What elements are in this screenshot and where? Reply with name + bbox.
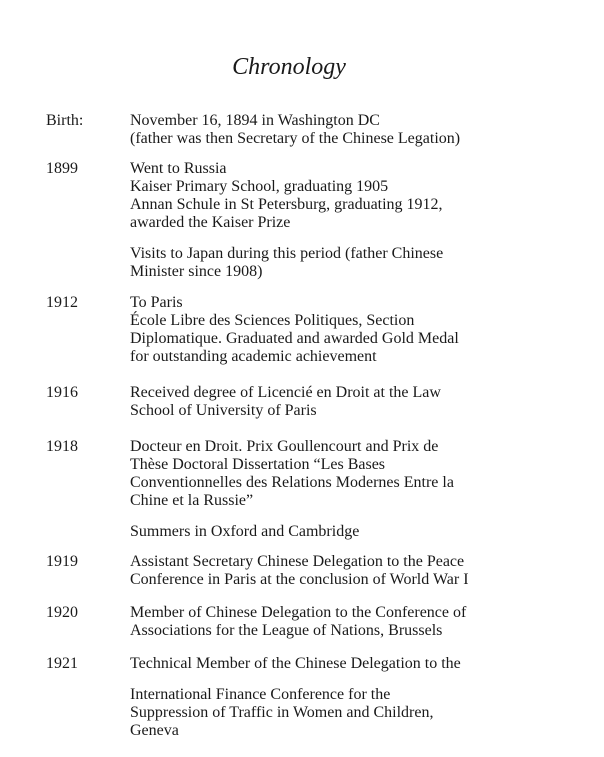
entry-text-line: Member of Chinese Delegation to the Conference of [130,604,467,621]
entry-paragraph [130,604,580,640]
entry-text-line: International Finance Conference for the [130,686,391,703]
entry-text-line: November 16, 1894 in Washington DC [130,112,380,129]
entry-text-line: Conventionnelles des Relations Modernes Entre la [130,474,454,491]
entry-text-line: Conference in Paris at the conclusion of World War I [130,571,469,588]
entry-date: 1919 [46,553,78,570]
entry-paragraph [130,160,580,232]
entry-text-line: Technical Member of the Chinese Delegation to the [130,655,461,672]
entry-text-line: Suppression of Traffic in Women and Children, [130,704,434,721]
entry-paragraph [130,112,580,148]
entry-text-line: Went to Russia [130,160,227,177]
entry-text-line: Thèse Doctoral Dissertation “Les Bases [130,456,386,473]
entry-text-line: Assistant Secretary Chinese Delegation to the Peace [130,553,465,570]
entry-paragraph [130,655,580,673]
entry-paragraph [130,553,580,589]
entry-text-line: Associations for the League of Nations, Brussels [130,622,443,639]
entry-text-line: To Paris [130,294,183,311]
entry-date: 1912 [46,294,78,311]
entry-text-line: Minister since 1908) [130,263,263,280]
entry-text-line: (father was then Secretary of the Chinese Legation) [130,130,461,147]
entry-date: Birth: [46,112,84,129]
entry-paragraph [130,384,580,420]
entry-text-line: École Libre des Sciences Politiques, Section [130,312,415,329]
entry-text-line: Diplomatique. Graduated and awarded Gold Medal [130,330,459,347]
entry-paragraph [130,294,580,366]
entry-text-line: Summers in Oxford and Cambridge [130,523,360,540]
entry-text-line: for outstanding academic achievement [130,348,377,365]
entry-text-line: awarded the Kaiser Prize [130,214,291,231]
entry-text-line: Annan Schule in St Petersburg, graduating 1912, [130,196,443,213]
entry-text-line: School of University of Paris [130,402,317,419]
entry-date: 1899 [46,160,78,177]
entry-text-line: Chine et la Russie” [130,492,254,509]
entry-date: 1920 [46,604,78,621]
entry-paragraph [130,245,580,281]
entry-paragraph [130,523,580,541]
entry-date: 1921 [46,655,78,672]
entry-paragraph [130,438,580,510]
page-title: Chronology [232,54,346,80]
entry-date: 1916 [46,384,78,401]
entry-text-line: Geneva [130,722,179,739]
entry-text-line: Docteur en Droit. Prix Goullencourt and Prix de [130,438,439,455]
entry-text-line: Kaiser Primary School, graduating 1905 [130,178,389,195]
entry-date: 1918 [46,438,78,455]
entry-paragraph [130,686,580,740]
entry-text-line: Visits to Japan during this period (father Chinese [130,245,444,262]
entry-text-line: Received degree of Licencié en Droit at the Law [130,384,441,401]
